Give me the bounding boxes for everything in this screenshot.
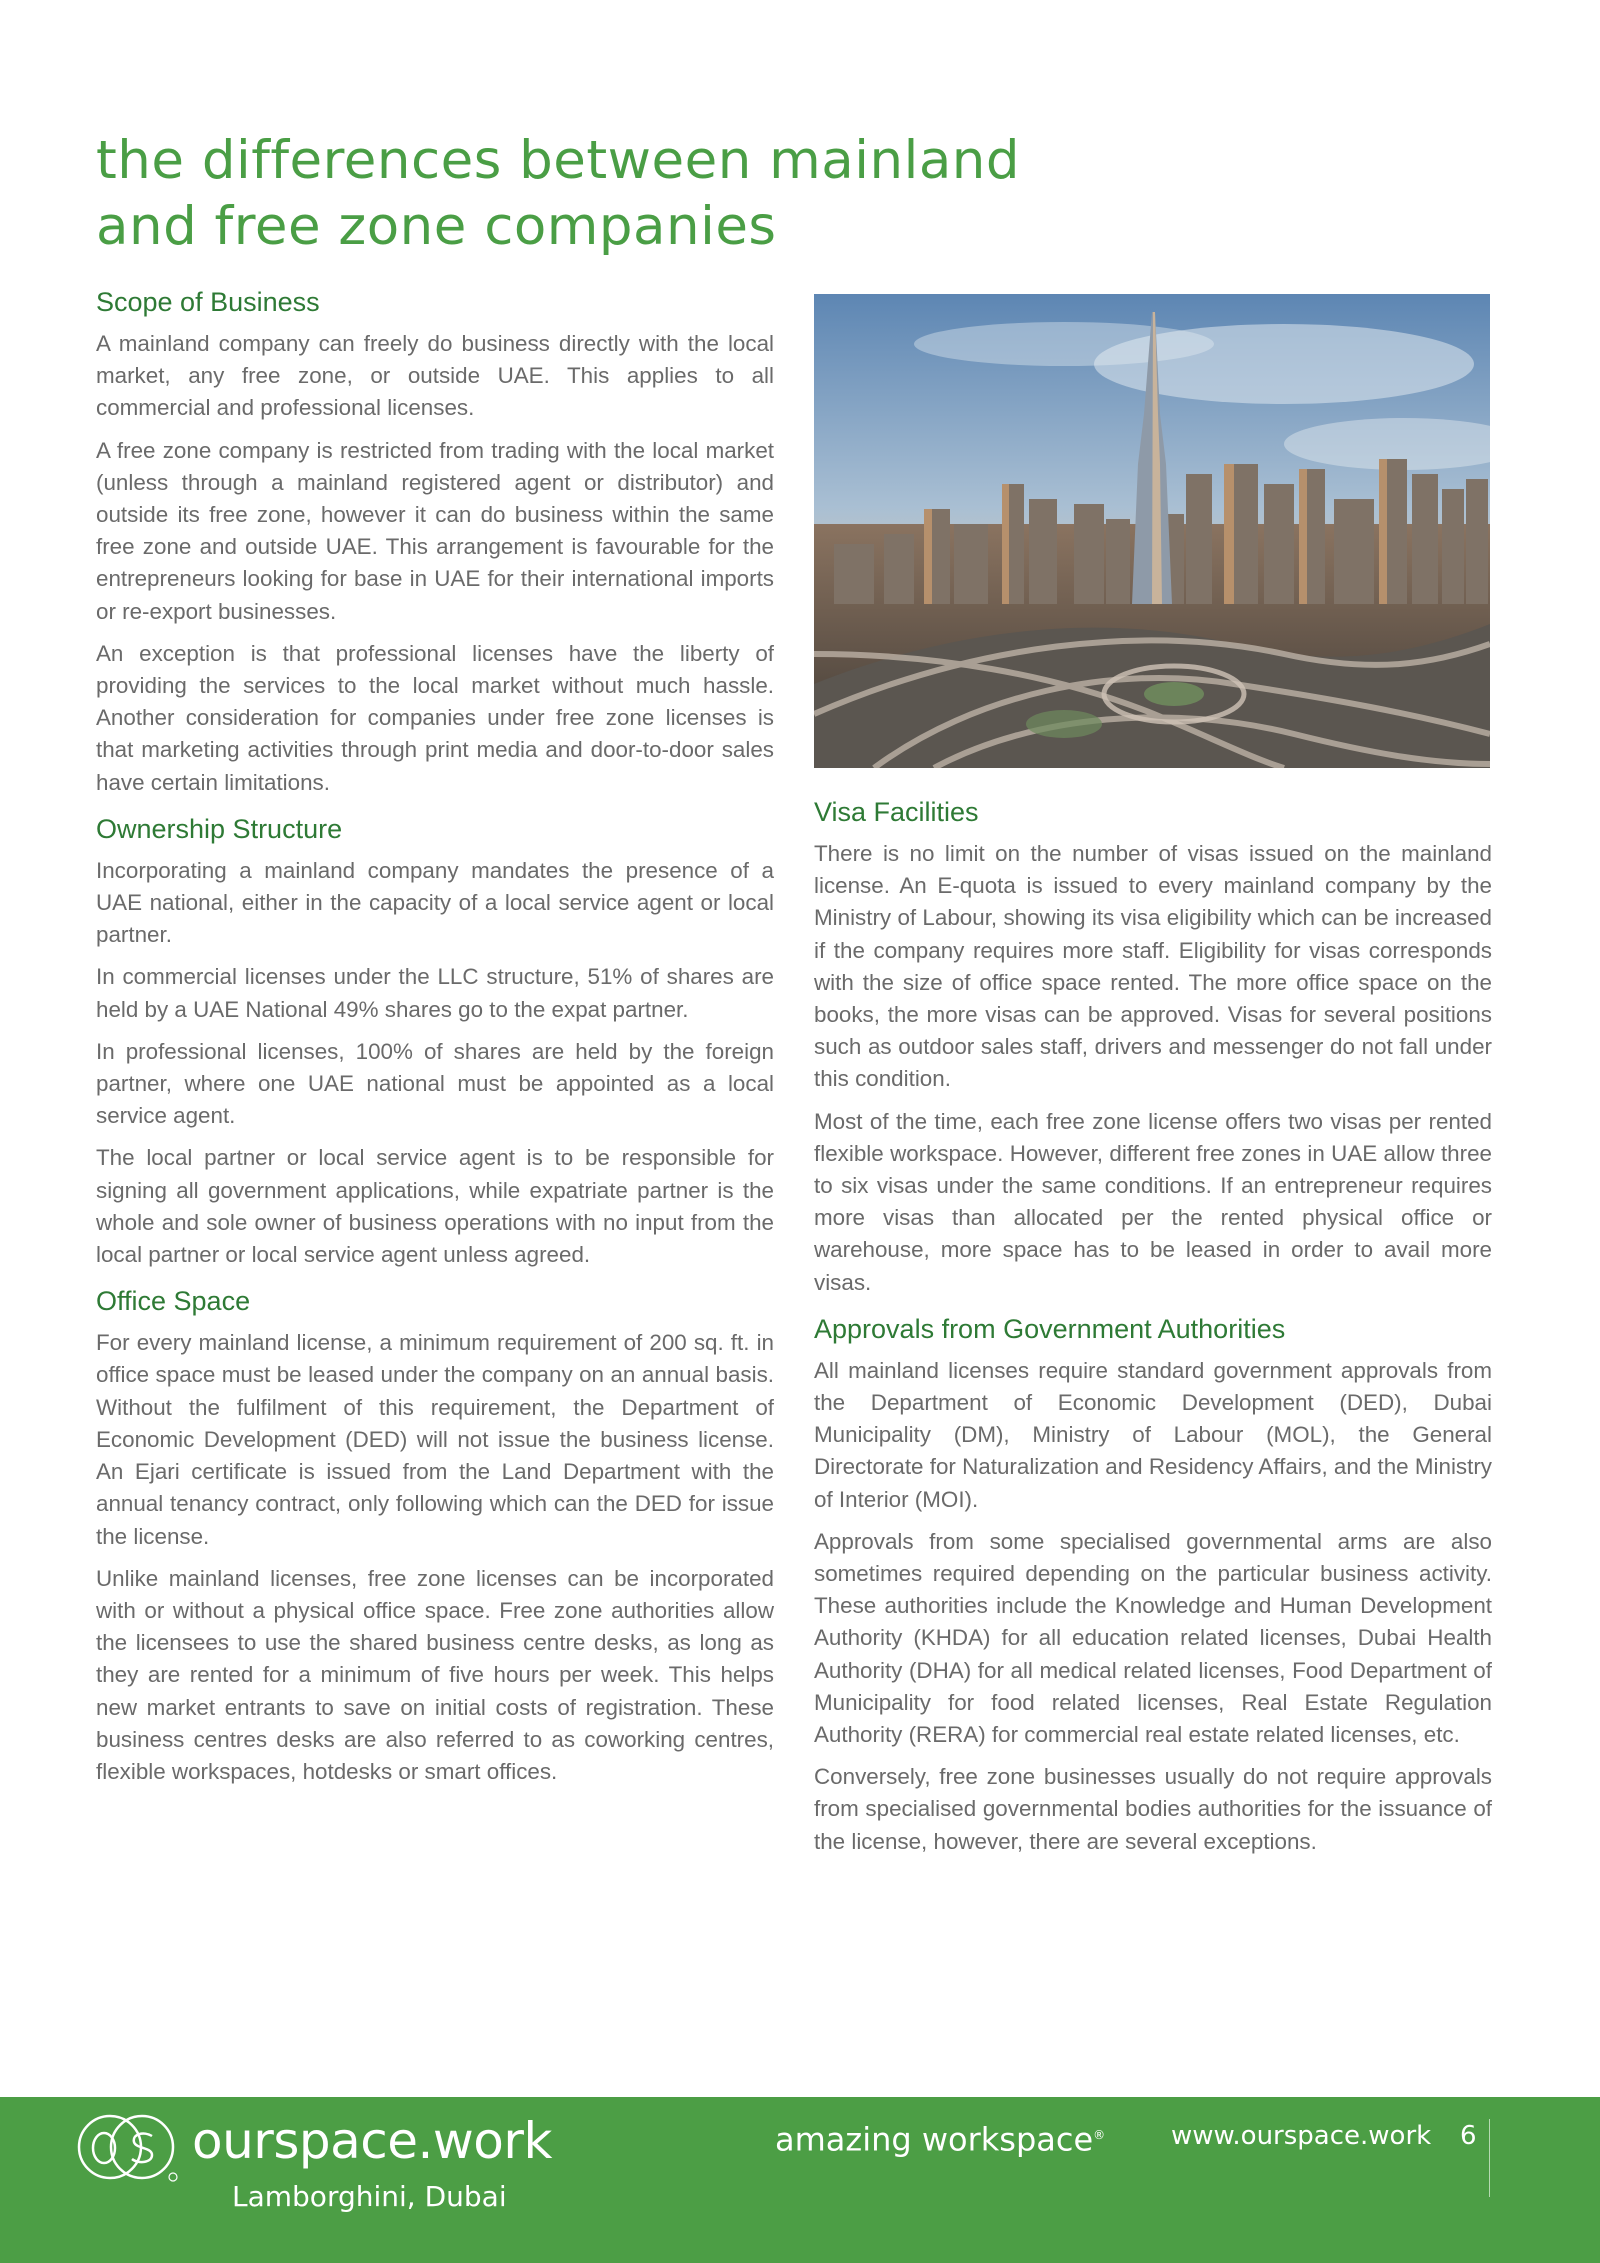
section-visa-facilities xyxy=(814,792,1492,1299)
section-heading: Office Space xyxy=(96,1286,251,1317)
paragraph: The local partner or local service agent is to be responsible for signing all government applications, while expatriate partner is the whole and sole owner of business operations with no input from the local partner or local service agent unless agreed. xyxy=(96,1145,774,1268)
tagline xyxy=(775,2115,1105,2160)
dubai-skyline-photo xyxy=(814,294,1490,768)
paragraph: There is no limit on the number of visas issued on the mainland license. An E-quota is issued to every mainland company by the Ministry of Labour, showing its visa eligibility which can be increased if the company requires more staff. Eligibility for visas corresponds with the size of office space rented. The more office space on the books, the more visas can be approved. Visas for several positions such as outdoor sales staff, drivers and messenger do not fall under this condition. xyxy=(814,841,1492,1092)
paragraph: A mainland company can freely do business directly with the local market, any free zone, or outside UAE. This applies to all commercial and professional licenses. xyxy=(96,331,774,421)
tagline-text: amazing workspace xyxy=(775,2120,1094,2159)
paragraph: In professional licenses, 100% of shares are held by the foreign partner, where one UAE national must be appointed as a local service agent. xyxy=(96,1038,774,1129)
paragraph: Incorporating a mainland company mandates the presence of a UAE national, either in the capacity of a local service agent or local partner. xyxy=(96,857,774,948)
section-government-approvals xyxy=(814,1309,1492,1858)
section-scope-of-business xyxy=(96,282,774,799)
paragraph: A free zone company is restricted from trading with the local market (unless through a mainland registered agent or distributor) and outside its free zone, however it can do business within the same free zone and outside UAE. This arrangement is favourable for the entrepreneurs looking for base in UAE for their international imports or re-export businesses. xyxy=(96,437,774,624)
title-line-1: the differences between mainland xyxy=(96,130,1021,191)
section-office-space xyxy=(96,1281,774,1788)
ourspace-logo-icon xyxy=(70,2111,182,2183)
website-link[interactable]: www.ourspace.work xyxy=(1171,2121,1432,2151)
brand-name: ourspace.work xyxy=(192,2112,552,2170)
page-number: 6 xyxy=(1460,2121,1477,2151)
footer-bar xyxy=(0,2097,1600,2263)
section-heading: Scope of Business xyxy=(96,287,320,317)
footer-divider xyxy=(1489,2119,1490,2197)
title-line-2: and free zone companies xyxy=(96,196,777,257)
paragraph: In commercial licenses under the LLC structure, 51% of shares are held by a UAE National 49% shares go to the expat partner. xyxy=(96,964,774,1022)
paragraph: All mainland licenses require standard government approvals from the Department of Economic Development (DED), Dubai Municipality (DM), Ministry of Labour (MOL), the General Directorate for Naturalization and Residency Affairs, and the Ministry of Interior (MOI). xyxy=(814,1357,1492,1512)
page-title xyxy=(96,128,1056,260)
section-heading: Ownership Structure xyxy=(96,813,343,844)
section-heading: Visa Facilities xyxy=(814,797,979,827)
section-heading: Approvals from Government Authorities xyxy=(814,1313,1286,1344)
registered-mark: ® xyxy=(1093,2128,1106,2142)
paragraph: Unlike mainland licenses, free zone licenses can be incorporated with or without a physical office space. Free zone authorities allow the licensees to use the shared business centre desks, as long as they are rented for a minimum of five hours per week. This helps new market entrants to save on initial costs of registration. These business centres desks are also referred to as coworking centres, flexible workspaces, hotdesks or smart offices. xyxy=(96,1565,774,1784)
right-column xyxy=(814,792,1492,1868)
paragraph: Conversely, free zone businesses usually do not require approvals from specialised governmental bodies authorities for the issuance of the license, however, there are several exceptions. xyxy=(814,1764,1492,1854)
paragraph: For every mainland license, a minimum requirement of 200 sq. ft. in office space must be leased under the company on an annual basis. Without the fulfilment of this requirement, the Department of Economic Development (DED) will not issue the business license. An Ejari certificate is issued from the Land Department with the annual tenancy contract, only following which can the DED for issue the license. xyxy=(96,1330,774,1549)
location-label: Lamborghini, Dubai xyxy=(232,2180,507,2213)
paragraph: Approvals from some specialised governmental arms are also sometimes required depending on the particular business activity. These authorities include the Knowledge and Human Development Authority (KHDA) for all education related licenses, Dubai Health Authority (DHA) for all medical related licenses, Food Department of Municipality for food related licenses, Real Estate Regulation Authority (RERA) for commercial real estate related licenses, etc. xyxy=(814,1528,1492,1748)
paragraph: An exception is that professional licenses have the liberty of providing the services to the local market without much hassle. Another consideration for companies under free zone licenses is that marketing activities through print media and door-to-door sales have certain limitations. xyxy=(96,640,774,795)
section-ownership-structure xyxy=(96,809,774,1271)
paragraph: Most of the time, each free zone license offers two visas per rented flexible workspace. However, different free zones in UAE allow three to six visas under the same conditions. If an entrepreneur requires more visas than allocated per the rented physical office or warehouse, more space has to be leased in order to avail more visas. xyxy=(814,1108,1492,1295)
left-column xyxy=(96,282,774,1798)
